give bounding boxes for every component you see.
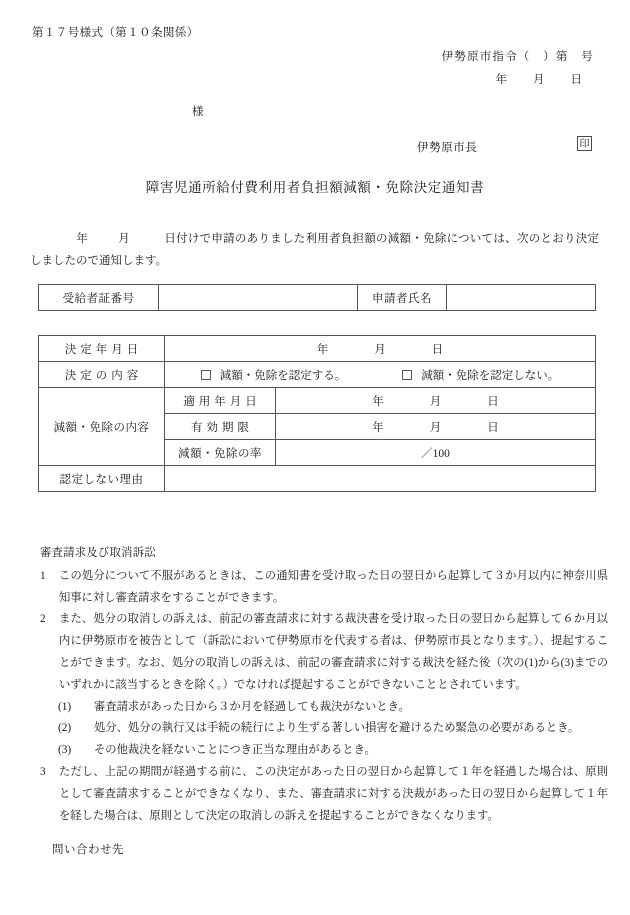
deny-option-label: 減額・免除を認定しない。: [421, 369, 560, 382]
note-sub-item: [40, 718, 608, 740]
table-row: [39, 466, 596, 492]
note-sub-item-text: 処分、処分の執行又は手続の続行により生ずる著しい損害を避けるため緊急の必要があるとき。: [94, 722, 580, 735]
table-row: [39, 336, 596, 362]
note-sub-item-text: 審査請求があった日から３か月を経過しても裁決がないとき。: [94, 700, 410, 713]
document-date: 年 月 日: [495, 74, 583, 86]
intro-month-label: 月: [118, 233, 131, 245]
checkbox-approve-icon[interactable]: [201, 370, 211, 380]
note-item-number: 3: [40, 765, 46, 778]
note-item-number: 2: [40, 613, 46, 626]
decision-content-label: 決定の内容: [39, 362, 165, 388]
valid-until-field[interactable]: 年 月 日: [276, 414, 596, 440]
note-item: [40, 609, 608, 696]
reduction-group-label: 減額・免除の内容: [39, 388, 165, 466]
note-item-text: ただし、上記の期間が経過する前に、この決定があった日の翌日から起算して１年を経過した場合は、原則として審査請求することができなくなり、また、審査請求に対する決裁があった日の翌日から起算して１年を経した場合は、原則として決定の取消しの訴えを提起することができなくなります。: [59, 765, 608, 822]
note-sub-item-number: (1): [58, 700, 72, 713]
certificate-number-label: 受給者証番号: [39, 285, 159, 311]
legal-notes-heading: 審査請求及び取消訴訟: [40, 547, 156, 559]
rate-field[interactable]: ／100: [276, 440, 596, 466]
form-number: 第１７号様式（第１０条関係）: [32, 27, 199, 39]
recipient-table: [38, 284, 596, 311]
contact-label: 問い合わせ先: [52, 844, 124, 856]
decision-date-field[interactable]: 年 月 日: [165, 336, 596, 362]
note-sub-item-number: (2): [58, 722, 72, 735]
intro-paragraph: [30, 228, 599, 272]
decision-content-options: [165, 362, 596, 388]
note-item: [40, 762, 608, 827]
applicant-name-field[interactable]: [447, 285, 596, 311]
addressee-suffix: 様: [192, 106, 204, 118]
document-number: 伊勢原市指令（ ）第 号: [441, 51, 594, 63]
note-item-text: また、処分の取消しの訴えは、前記の審査請求に対する裁決書を受け取った日の翌日から起算して６か月以内に伊勢原市を被告として（訴訟において伊勢原市を代表する者は、伊勢原市長となります。）、提起することができます。なお、処分の取消しの訴えは、前記の審査請求に対する裁決を経た後（次の(1)から(3)までのいずれかに該当するときを除く。）でなければ提起することができないこととされています。: [59, 613, 608, 691]
note-item: [40, 566, 608, 610]
denial-reason-label: 認定しない理由: [39, 466, 165, 492]
deny-option[interactable]: [402, 370, 559, 382]
checkbox-deny-icon[interactable]: [402, 370, 412, 380]
note-sub-item-text: その他裁決を経ないことにつき正当な理由があるとき。: [94, 744, 376, 757]
apply-date-label: 適用年月日: [165, 388, 276, 414]
intro-body: 日付けで申請のありました利用者負担額の減額・免除については、次のとおり決定しましたので通知します。: [30, 233, 600, 267]
legal-notes: [40, 543, 608, 827]
approve-option-label: 減額・免除を認定する。: [219, 369, 347, 382]
apply-date-field[interactable]: 年 月 日: [276, 388, 596, 414]
issuer-name: 伊勢原市長: [417, 142, 478, 154]
table-row: [39, 285, 596, 311]
note-sub-item: [40, 697, 608, 719]
intro-year-label: 年: [76, 233, 89, 245]
note-item-text: この処分について不服があるときは、この通知書を受け取った日の翌日から起算して３か月以内に神奈川県知事に対し審査請求をすることができます。: [59, 569, 608, 604]
table-row: [39, 388, 596, 414]
valid-until-label: 有効期限: [165, 414, 276, 440]
applicant-name-label: 申請者氏名: [358, 285, 447, 311]
document-title: 障害児通所給付費利用者負担額減額・免除決定通知書: [145, 180, 485, 195]
note-sub-item: [40, 740, 608, 762]
note-sub-item-number: (3): [58, 744, 72, 757]
table-row: [39, 362, 596, 388]
denial-reason-field[interactable]: [165, 466, 596, 492]
decision-date-label: 決定年月日: [39, 336, 165, 362]
rate-label: 減額・免除の率: [165, 440, 276, 466]
note-item-number: 1: [40, 569, 46, 582]
decision-table: [38, 335, 596, 492]
approve-option[interactable]: [201, 370, 347, 382]
certificate-number-field[interactable]: [159, 285, 358, 311]
seal-icon: 印: [577, 136, 592, 151]
